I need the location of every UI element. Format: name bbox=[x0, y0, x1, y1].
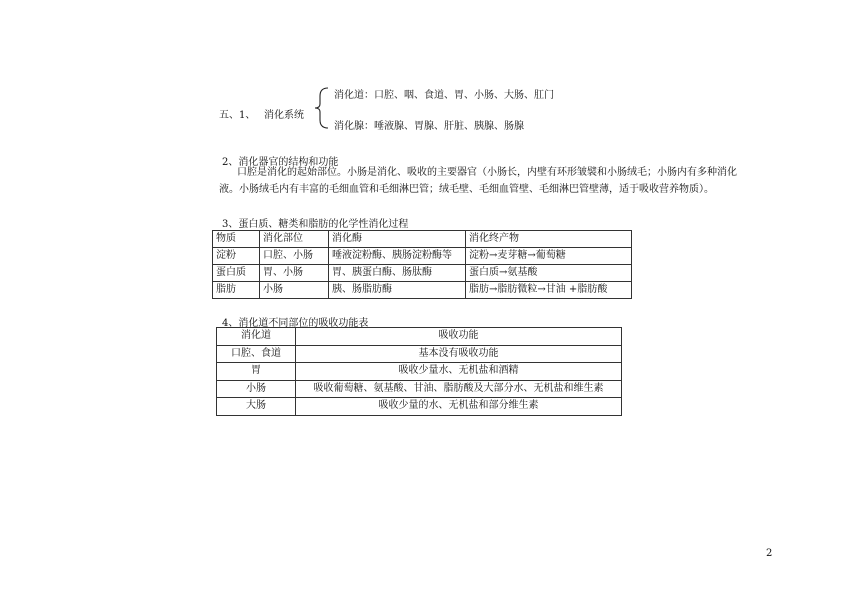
table-cell: 小肠 bbox=[260, 282, 329, 299]
section4-heading: 4、消化道不同部位的吸收功能表 bbox=[222, 318, 369, 329]
table-header-row bbox=[213, 231, 632, 248]
table-cell: 淀粉 bbox=[213, 248, 260, 265]
table-cell: 吸收少量的水、无机盐和部分维生素 bbox=[296, 398, 622, 416]
table-row bbox=[213, 265, 632, 282]
table-row bbox=[213, 248, 632, 265]
header-cell: 消化道 bbox=[217, 328, 296, 346]
section2-paragraph-line1: 口腔是消化的起始部位。小肠是消化、吸收的主要器官（小肠长，内壁有环形皱襞和小肠绒毛；小肠内有多种消化 bbox=[237, 167, 737, 178]
table-cell: 口腔、食道 bbox=[217, 345, 296, 363]
table-cell: 小肠 bbox=[217, 380, 296, 398]
table-cell: 吸收葡萄糖、氨基酸、甘油、脂肪酸及大部分水、无机盐和维生素 bbox=[296, 380, 622, 398]
header-cell: 消化酶 bbox=[329, 231, 466, 248]
table-row bbox=[217, 363, 622, 381]
header-cell: 吸收功能 bbox=[296, 328, 622, 346]
table-cell: 胃 bbox=[217, 363, 296, 381]
table-row bbox=[217, 398, 622, 416]
table-row bbox=[217, 345, 622, 363]
table-cell: 胃、小肠 bbox=[260, 265, 329, 282]
absorption-table bbox=[216, 327, 622, 416]
header-cell: 消化终产物 bbox=[466, 231, 632, 248]
table-cell: 基本没有吸收功能 bbox=[296, 345, 622, 363]
table-row bbox=[213, 282, 632, 299]
digestive-system-label: 消化系统 bbox=[264, 110, 304, 121]
table-row bbox=[217, 380, 622, 398]
header-cell: 消化部位 bbox=[260, 231, 329, 248]
page-number: 2 bbox=[766, 548, 773, 559]
table-cell: 蛋白质→氨基酸 bbox=[466, 265, 632, 282]
table-cell: 胰、肠脂肪酶 bbox=[329, 282, 466, 299]
digestive-glands-line: 消化腺：唾液腺、胃腺、肝脏、胰腺、肠腺 bbox=[334, 121, 524, 132]
table-cell: 脂肪 bbox=[213, 282, 260, 299]
section2-heading: 2、消化器官的结构和功能 bbox=[222, 157, 339, 168]
table-cell: 口腔、小肠 bbox=[260, 248, 329, 265]
table-cell: 唾液淀粉酶、胰肠淀粉酶等 bbox=[329, 248, 466, 265]
curly-brace-icon bbox=[312, 86, 332, 130]
table-cell: 大肠 bbox=[217, 398, 296, 416]
digestive-tract-line: 消化道：口腔、咽、食道、胃、小肠、大肠、肛门 bbox=[334, 90, 554, 101]
table-cell: 淀粉→麦芽糖→葡萄糖 bbox=[466, 248, 632, 265]
section2-paragraph-line2: 液。小肠绒毛内有丰富的毛细血管和毛细淋巴管；绒毛壁、毛细血管壁、毛细淋巴管壁薄，适于吸收营养物质）。 bbox=[219, 184, 714, 195]
table-cell: 蛋白质 bbox=[213, 265, 260, 282]
table-cell: 吸收少量水、无机盐和酒精 bbox=[296, 363, 622, 381]
section3-heading: 3、蛋白质、糖类和脂肪的化学性消化过程 bbox=[222, 219, 409, 230]
table-header-row bbox=[217, 328, 622, 346]
digestion-process-table bbox=[212, 230, 632, 299]
section5-label: 五、1、 bbox=[219, 110, 256, 121]
table-cell: 胃、胰蛋白酶、肠肽酶 bbox=[329, 265, 466, 282]
header-cell: 物质 bbox=[213, 231, 260, 248]
table-cell: 脂肪→脂肪微粒→甘油 +脂肪酸 bbox=[466, 282, 632, 299]
